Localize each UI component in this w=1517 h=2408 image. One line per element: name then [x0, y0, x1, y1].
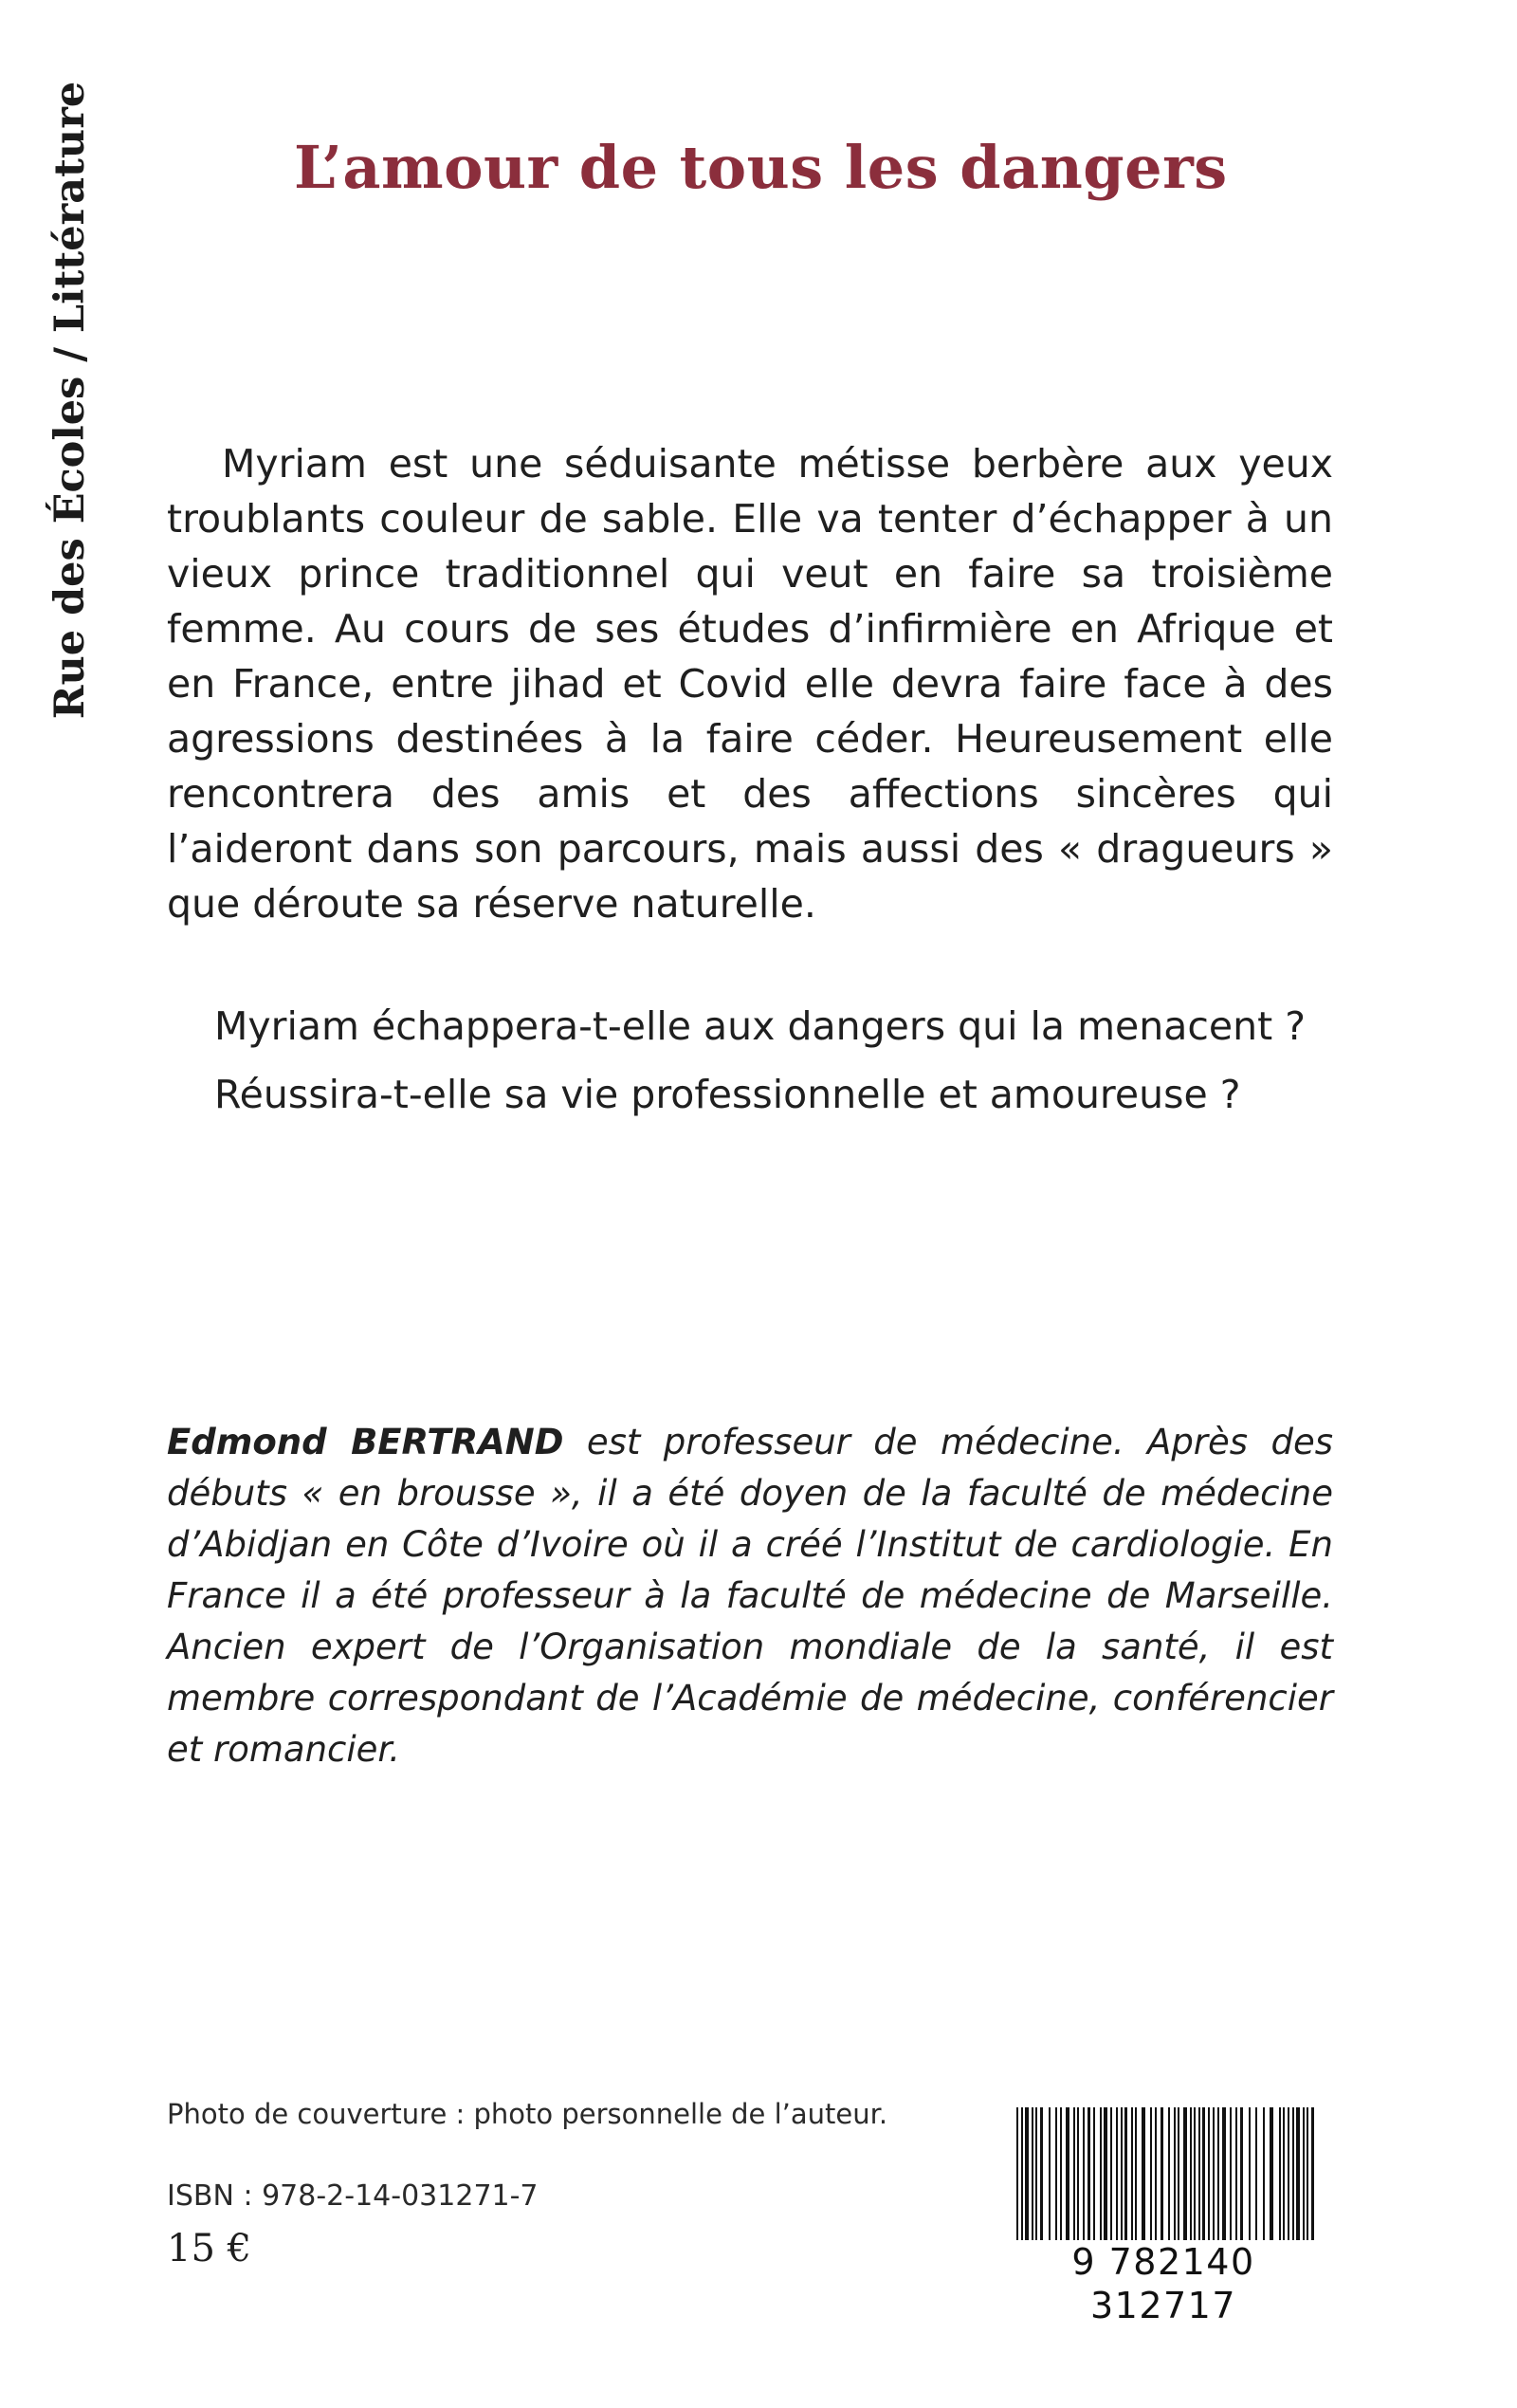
- barcode-bar: [1104, 2107, 1107, 2259]
- question-1: Myriam échappera-t-elle aux dangers qui la menacent ?: [214, 1003, 1306, 1049]
- book-title: L’amour de tous les dangers: [294, 133, 1228, 202]
- isbn: ISBN : 978-2-14-031271-7: [167, 2179, 539, 2213]
- barcode-bar: [1073, 2107, 1075, 2259]
- photo-credit: Photo de couverture : photo personnelle de l’auteur.: [167, 2098, 888, 2130]
- barcode-bar: [1035, 2107, 1037, 2259]
- barcode-bar: [1303, 2107, 1305, 2259]
- barcode-bar: [1110, 2107, 1112, 2259]
- barcode-bar: [1174, 2107, 1176, 2259]
- barcode-bar: [1230, 2107, 1232, 2259]
- barcode-bar: [1296, 2107, 1300, 2259]
- price: 15 €: [167, 2227, 252, 2270]
- barcode-bar: [1032, 2107, 1033, 2259]
- barcode-bar: [1060, 2107, 1062, 2259]
- barcode-bar: [1142, 2107, 1145, 2259]
- barcode-bar: [1083, 2107, 1085, 2259]
- barcode-bar: [1213, 2107, 1215, 2259]
- barcode-bar: [1087, 2107, 1090, 2259]
- author-bio-text: est professeur de médecine. Après des débuts « en brousse », il a été doyen de la faculté de médecine d’Abidjan en Côte d’Ivoire où il a créé l’Institut de cardiologie. En France il a été professeur à la faculté de médecine de Marseille. Ancien expert de l’Organisation mondiale de la santé, il est membre correspondant de l’Académie de médecine, conférencier et romancier.: [167, 1422, 1333, 1770]
- barcode-bar: [1049, 2107, 1051, 2259]
- barcode-bar: [1066, 2107, 1069, 2259]
- barcode-bar: [1155, 2107, 1157, 2259]
- barcode-bar: [1198, 2107, 1200, 2259]
- barcode-bar: [1249, 2107, 1251, 2259]
- barcode-digits: 9 782140 312717: [999, 2240, 1327, 2327]
- barcode-bar: [1255, 2107, 1257, 2259]
- barcode-bar: [1093, 2107, 1095, 2259]
- barcode-bar: [1292, 2107, 1294, 2259]
- barcode-bar: [1202, 2107, 1205, 2259]
- author-bio: [167, 1417, 1333, 1775]
- barcode-bar: [1124, 2107, 1127, 2259]
- barcode-bar: [1279, 2107, 1281, 2259]
- barcode-bar: [1040, 2107, 1043, 2259]
- barcode-bar: [1222, 2107, 1226, 2259]
- spine-collection-label: [32, 81, 108, 720]
- barcode-bar: [1194, 2107, 1196, 2259]
- collection-name: Rue des Écoles / Littérature: [46, 81, 94, 720]
- barcode-bar: [1100, 2107, 1102, 2259]
- barcode-bar: [1131, 2107, 1133, 2259]
- barcode-bar: [1161, 2107, 1163, 2259]
- barcode-bar: [1183, 2107, 1187, 2259]
- barcode-bar: [1217, 2107, 1219, 2259]
- barcode-bar: [1178, 2107, 1179, 2259]
- barcode-bar: [1288, 2107, 1289, 2259]
- barcode-bar: [1270, 2107, 1273, 2259]
- barcode-bar: [1121, 2107, 1123, 2259]
- barcode-bar: [1055, 2107, 1057, 2259]
- book-blurb: Myriam est une séduisante métisse berbère aux yeux troublants couleur de sable. Elle va tenter d’échapper à un vieux prince traditionnel qui veut en faire sa troisième femme. Au cours de ses études d’infirmière en Afrique et en France, entre jihad et Covid elle devra faire face à des agressions destinées à la faire céder. Heureusement elle rencontrera des amis et des affections sincères qui l’aideront dans son parcours, mais aussi des « dragueurs » que déroute sa réserve naturelle.: [167, 441, 1333, 927]
- barcode-bar: [1150, 2107, 1152, 2259]
- barcode-bar: [1135, 2107, 1137, 2259]
- barcode-bar: [1116, 2107, 1118, 2259]
- barcode-bar: [1208, 2107, 1210, 2259]
- barcode-bar: [1235, 2107, 1237, 2259]
- barcode-bar: [1077, 2107, 1079, 2259]
- barcode-bar: [1283, 2107, 1285, 2259]
- author-name: Edmond BERTRAND: [167, 1422, 564, 1462]
- barcode-bar: [1190, 2107, 1192, 2259]
- question-2: Réussira-t-elle sa vie professionnelle et amoureuse ?: [214, 1072, 1241, 1117]
- barcode-bar: [1263, 2107, 1265, 2259]
- barcode-bar: [1240, 2107, 1243, 2259]
